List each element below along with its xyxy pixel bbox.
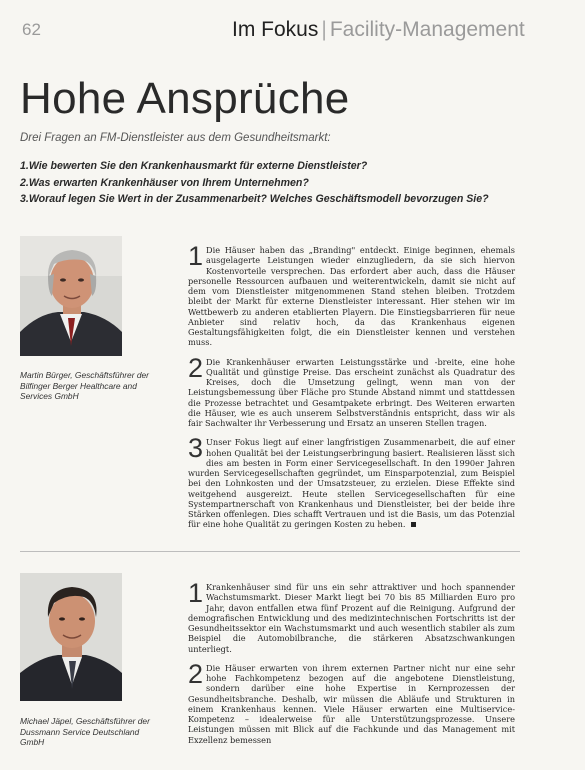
- portrait-photo-1: [20, 236, 122, 356]
- answer-1-1: [188, 241, 515, 348]
- answer-text: Die Krankenhäuser erwarten Leistungsstärke und -breite, eine hohe Qualität und günstige Preise. Das erscheint zunächst als Quadratur des Kreises, doch die Umsetzung gelingt, wenn man von der Leistungsbemessung über Fläche pro Stunde Abstand nimmt und stattdessen die Prozesse betrachtet und Gesamtpakete erbringt. Des Weiteren erwarten die Häuser, wie es auch unserem Selbstverständnis entspricht, dass wir als fair Sachwalter ihr Verbesserung und Ersatz an unseren Stellen tragen.: [188, 356, 515, 429]
- answers-2: [188, 574, 515, 754]
- portrait-photo-2: [20, 573, 122, 701]
- page-header: [22, 14, 585, 40]
- answer-number: 1: [188, 578, 204, 609]
- answer-1-3: [188, 433, 515, 530]
- article-title: Hohe Ansprüche: [20, 74, 350, 123]
- answer-2-1: [188, 578, 515, 654]
- question-list: [20, 158, 585, 208]
- question-2: 2.Was erwarten Krankenhäuser von Ihrem Unternehmen?: [20, 176, 309, 189]
- subsection-name: Facility-Management: [329, 18, 525, 41]
- answer-number: 2: [188, 352, 204, 383]
- section-name: Im Fokus: [232, 18, 319, 41]
- answer-text: Die Häuser haben das „Branding" entdeckt. Einige beginnen, ehemals ausgelagerte Leistungen wieder einzugliedern, da sie sich hiervon Kostenvorteile versprechen. Das erfordert aber auch, dass die Häuser personelle Ressourcen aufbauen und weiterentwickeln, damit sie nicht auf dem vom Dienstleister mitgenommenen Stand stehen bleiben. Trotzdem bleibt der Markt für externe Dienstleister interessant. Hier stehen wir im Wettbewerb zu anderen etablierten Playern. Die Einstiegsbarrieren für neue Anbieter sind relativ hoch, da das Krankenhaus eigenen Gestaltungsfähigkeiten folgt, die ein Dienstleister kennen und verstehen muss.: [188, 245, 515, 348]
- question-1: 1.Wie bewerten Sie den Krankenhausmarkt für externe Dienstleister?: [20, 160, 368, 172]
- question-3: 3.Worauf legen Sie Wert in der Zusammenarbeit? Welches Geschäftsmodell bevorzugen Sie?: [20, 193, 489, 205]
- answers-1: [188, 237, 515, 539]
- answer-2-2: [188, 658, 515, 745]
- answer-text: Krankenhäuser sind für uns ein sehr attraktiver und hoch spannender Wachstumsmarkt. Dieser Markt liegt bei 70 bis 85 Milliarden Euro pro Jahr, davon entfallen etwa fünf Prozent auf die Reinigung. Aufgrund der demografischen Entwicklung und des medizintechnischen Fortschritts ist der Gesundheitssektor ein Wachstumsmarkt und auch wesentlich stabiler als zum Beispiel die Automobilbranche, die stärkeren Absatzschwankungen unterliegt.: [188, 582, 515, 654]
- section-separator: |: [321, 18, 327, 41]
- end-mark: [411, 522, 416, 527]
- answer-text: Unser Fokus liegt auf einer langfristigen Zusammenarbeit, die auf einer hohen Qualität bei der Leistungserbringung basiert. Realisieren lässt sich dies am besten in Form einer Servicegesellschaft. In den 1990er Jahren wurden Servicegesellschaften gegründet, um Einsparpotenzial, zum Beispiel bei den Lohnkosten und der Umsatzsteuer, zu erzielen. Diese Effekte sind weitgehend ausgereizt. Heute stellen Servicegesellschaften für eine Systempartnerschaft von Krankenhaus und Dienstleister, bei der beide ihre Stärken offenlegen. Dies schafft Vertrauen und ist die Basis, um das Potenzial für eine hohe Qualität zu geringen Kosten zu heben.: [188, 437, 515, 530]
- caption-2: Michael Jäpel, Geschäftsführer der Dussmann Service Deutschland GmbH: [20, 716, 150, 747]
- answer-number: 2: [188, 658, 204, 689]
- section-heading: [232, 18, 525, 42]
- section-divider: [20, 551, 520, 552]
- answer-number: 3: [188, 433, 204, 464]
- page-number: 62: [22, 20, 41, 39]
- answer-text: Die Häuser erwarten von ihrem externen Partner nicht nur eine sehr hohe Fachkompetenz bezogen auf die angebotene Dienstleistung, sondern darüber eine hohe Expertise in Kernprozessen der Gesundheitsbranche. Deshalb, wir müssen die Abläufe und Strukturen in einem Krankenhaus kennen. Viele Häuser erwarten eine Multiservice-Kompetenz – idealerweise für alle Unterstützungsprozesse. Unsere Leistungen müssen mit Blick auf die Fachkunde und das Management mit Exzellenz bemessen: [188, 662, 515, 745]
- answer-1-2: [188, 352, 515, 429]
- answer-number: 1: [188, 241, 204, 272]
- caption-1: Martin Bürger, Geschäftsführer der Bilfinger Berger Healthcare and Services GmbH: [20, 370, 149, 401]
- article-intro: Drei Fragen an FM-Dienstleister aus dem Gesundheitsmarkt:: [20, 132, 331, 144]
